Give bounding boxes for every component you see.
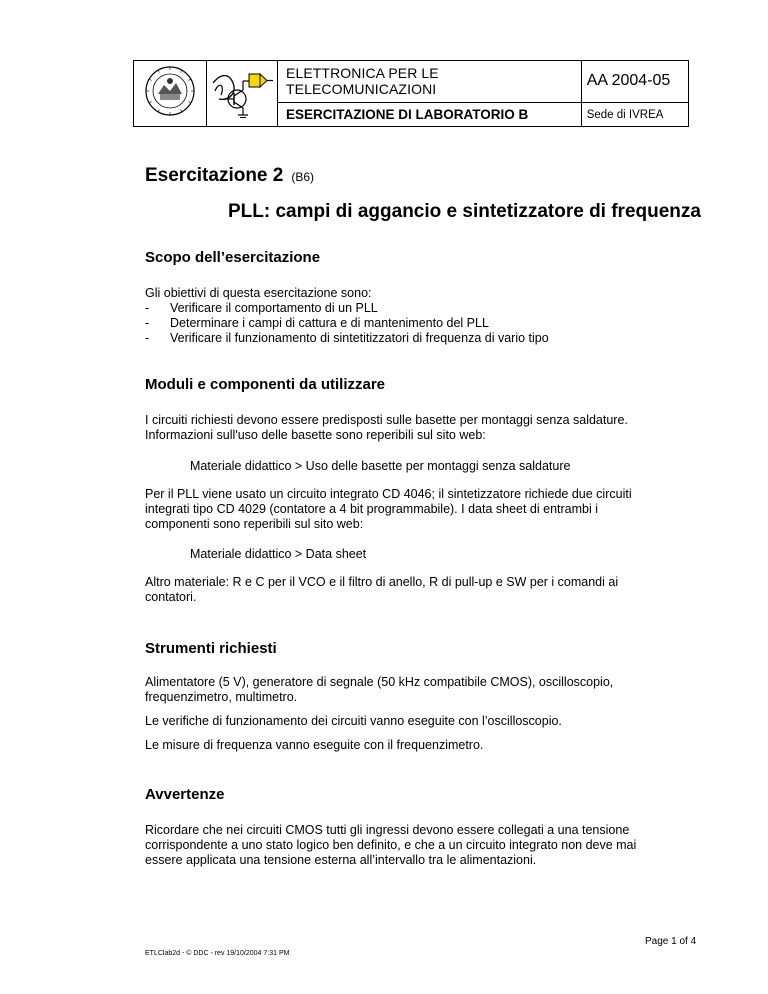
scope-intro: Gli obiettivi di questa esercitazione sono: [145, 286, 372, 300]
site-label: Sede di IVREA [586, 109, 664, 122]
course-title-cell [278, 61, 582, 103]
list-item: - Verificare il comportamento di un PLL [145, 301, 665, 316]
page-title: PLL: campi di aggancio e sintetizzatore di frequenza [228, 201, 701, 222]
academic-year: AA 2004-05 [586, 72, 671, 90]
modules-paragraph-1: I circuiti richiesti devono essere predisposti sulle basette per montaggi senza saldature. Informazioni sull'uso delle basette sono reperibili sul sito web: [145, 413, 628, 442]
modules-web-path-2: Materiale didattico > Data sheet [190, 547, 367, 561]
modules-paragraph-3: Altro materiale: R e C per il VCO e il filtro di anello, R di pull-up e SW per i comandi ai contatori. [145, 575, 619, 604]
instruments-paragraph-1: Alimentatore (5 V), generatore di segnale (50 kHz compatibile CMOS), oscilloscopio, frequenzimetro, multimetro. [145, 675, 614, 704]
modules-paragraph-2: Per il PLL viene usato un circuito integrato CD 4046; il sintetizzatore richiede due circuiti integrati tipo CD 4029 (contatore a 4 bit programmabile). I data sheet di entrambi i componenti sono reperibili sul sito web: [145, 487, 632, 531]
site-cell [581, 102, 688, 126]
lab-title-cell [278, 102, 582, 126]
transistor-logo-icon [207, 61, 278, 127]
warnings-heading: Avvertenze [145, 786, 225, 803]
scope-list [145, 301, 665, 346]
modules-web-path-1: Materiale didattico > Uso delle basette per montaggi senza saldature [190, 459, 571, 473]
footer-file-info: ETLClab2d - © DDC - rev 19/10/2004 7:31 PM [145, 950, 290, 957]
university-seal [134, 61, 207, 127]
instruments-paragraph-2: Le verifiche di funzionamento dei circuiti vanno eseguite con l’oscilloscopio. [145, 714, 562, 728]
warnings-paragraph: Ricordare che nei circuiti CMOS tutti gli ingressi devono essere collegati a una tensione corrispondente a uno stato logico ben definito, e che a un circuito integrato non deve mai essere applicata una tensione esterna all’intervallo tra le alimentazioni. [145, 823, 637, 867]
course-title: ELETTRONICA PER LE TELECOMUNICAZIONI [286, 65, 439, 98]
year-cell [581, 61, 688, 103]
page-number: Page 1 of 4 [645, 936, 697, 947]
exercise-heading [145, 165, 314, 187]
exercise-code: (B6) [291, 170, 315, 184]
scope-heading: Scopo dell’esercitazione [145, 249, 321, 266]
instruments-heading: Strumenti richiesti [145, 640, 277, 657]
header-table [133, 60, 689, 127]
list-item: - Verificare il funzionamento di sintetitizzatori di frequenza di vario tipo [145, 331, 665, 346]
modules-heading: Moduli e componenti da utilizzare [145, 376, 386, 393]
lab-title: ESERCITAZIONE DI LABORATORIO B [286, 107, 529, 123]
exercise-number: Esercitazione 2 [145, 165, 284, 186]
list-item: - Determinare i campi di cattura e di mantenimento del PLL [145, 316, 665, 331]
instruments-paragraph-3: Le misure di frequenza vanno eseguite con il frequenzimetro. [145, 738, 484, 752]
